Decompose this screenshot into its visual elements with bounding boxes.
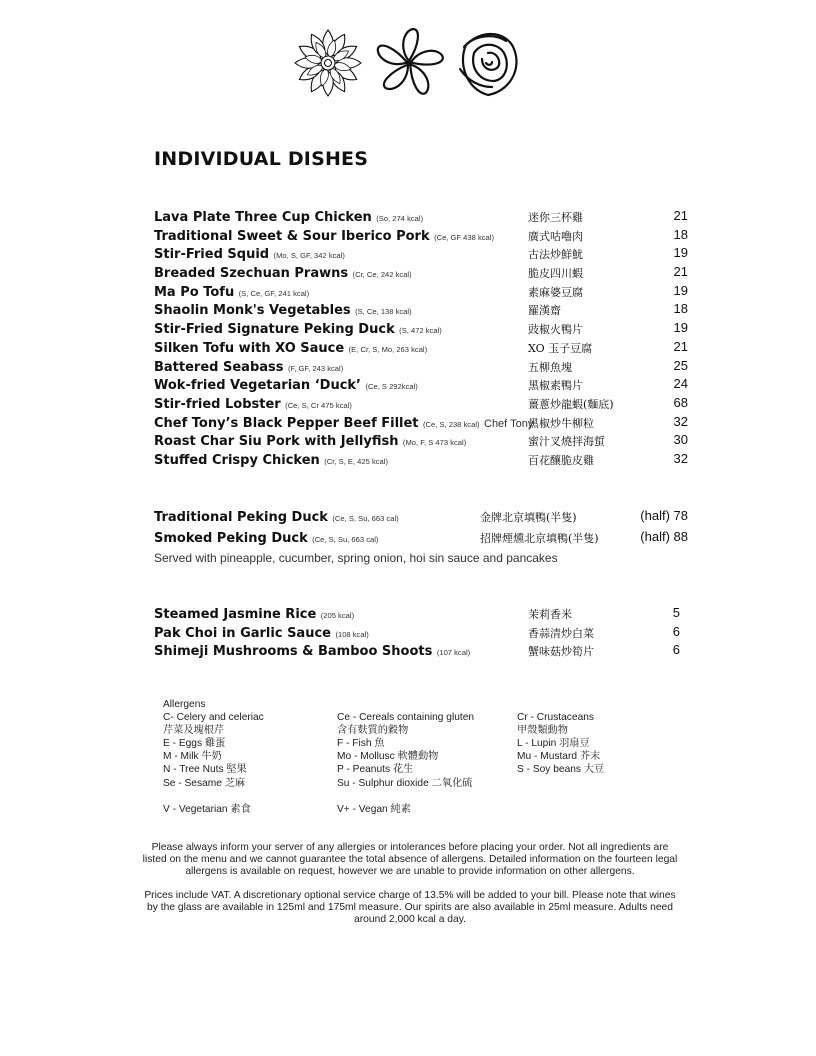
allergen-cell: C- Celery and celeriac [163, 712, 264, 724]
dish-row [154, 320, 694, 339]
allergen-cell [517, 777, 633, 790]
dish-chinese-name: 香蒜清炒白菜 [528, 626, 594, 640]
dish-price: 19 [673, 282, 688, 298]
dish-price: 25 [673, 357, 688, 373]
plumeria-icon [375, 29, 444, 96]
dish-row [154, 376, 694, 395]
dish-allergen-note: (Cr, S, E, 425 kcal) [324, 456, 388, 466]
side-row [154, 605, 694, 624]
allergen-cell [163, 790, 337, 803]
dish-row [154, 227, 694, 246]
dish-chinese-name: 蜜汁叉燒拌海蜇 [528, 435, 605, 449]
dish-price: 21 [673, 338, 688, 354]
dish-label [154, 227, 494, 244]
dish-name: Stir-Fried Squid [154, 247, 270, 263]
dish-allergen-note: (Ce, S, 238 kcal) [422, 419, 480, 429]
side-row [154, 624, 694, 643]
pricing-notice: Prices include VAT. A discretionary optional service charge of 13.5% will be added to your bill. Please note that wines by the glass are available in 125ml and 175ml measure. Our spirits are also available in 25ml measure. Adults need around 2,000 kcal a day. [144, 890, 676, 925]
dish-label [154, 395, 352, 412]
dish-row [154, 414, 694, 433]
allergen-cell: E - Eggs 雞蛋 [163, 738, 226, 750]
dish-row [154, 301, 694, 320]
dish-chinese-name: 迷你三杯雞 [528, 211, 583, 224]
dish-name: Breaded Szechuan Prawns [154, 266, 349, 282]
dish-row [154, 339, 694, 358]
dish-price: (half) 88 [640, 529, 688, 544]
flower-illustration [292, 26, 528, 100]
allergen-cell: Cr - Crustaceans [517, 712, 594, 724]
dish-price: 21 [673, 264, 688, 280]
allergen-cell: 甲殼類動物 [517, 725, 568, 737]
dish-row [154, 395, 694, 414]
main-dishes-list [154, 208, 694, 470]
allergen-cell [517, 790, 633, 803]
dish-row [154, 208, 694, 227]
dish-allergen-note: (S, Ce, 138 kcal) [355, 307, 412, 317]
dish-allergen-note: (205 kcal) [320, 611, 355, 620]
dish-label [154, 624, 369, 641]
allergen-cell: P - Peanuts 花生 [337, 764, 414, 776]
dish-chinese-name: 百花釀脆皮雞 [528, 453, 594, 467]
dish-allergen-note: (107 kcal) [436, 648, 471, 658]
dish-label [154, 245, 345, 262]
allergen-cell: M - Milk 牛奶 [163, 751, 222, 763]
dish-allergen-note: (Ce, S, Su, 663 cal) [312, 535, 379, 544]
peking-duck-list [154, 508, 694, 565]
allergens-title: Allergens [163, 699, 206, 710]
dish-label [154, 451, 388, 468]
dish-name: Lava Plate Three Cup Chicken [154, 210, 372, 225]
dish-chinese-name: 蟹味菇炒筍片 [528, 645, 594, 659]
dish-chinese-name: 招牌煙燻北京填鴨(半隻) [480, 532, 599, 545]
allergen-cell: V - Vegetarian 素食 [163, 803, 251, 815]
dish-name: Stuffed Crispy Chicken [154, 452, 320, 468]
dish-chinese-name: 廣式咕嚕肉 [528, 229, 583, 243]
dish-label [154, 508, 399, 525]
dish-name: Shaolin Monk's Vegetables [154, 303, 351, 319]
allergen-cell: F - Fish 魚 [337, 738, 385, 750]
dish-label [154, 358, 343, 375]
dish-price: 32 [673, 413, 688, 429]
dish-name: Chef Tony’s Black Pepper Beef Fillet [154, 415, 419, 431]
dish-price: 18 [673, 226, 688, 242]
page-title: INDIVIDUAL DISHES [154, 148, 369, 170]
dish-label [154, 320, 442, 337]
dish-label [154, 432, 466, 449]
duck-row [154, 508, 694, 529]
rose-icon [460, 34, 516, 95]
dish-price: (half) 78 [640, 508, 688, 523]
dish-label [154, 283, 309, 300]
dish-name: Battered Seabass [154, 359, 284, 375]
dish-price: 68 [673, 394, 688, 410]
allergen-cell [517, 803, 633, 816]
dish-chinese-name: 豉椒火鴨片 [528, 323, 583, 337]
allergen-cell: N - Tree Nuts 堅果 [163, 764, 247, 776]
dish-allergen-note: (Ce, S, Su, 663 cal) [332, 514, 399, 523]
chrysanthemum-icon [295, 30, 361, 96]
dish-label [154, 605, 354, 622]
dish-name: Ma Po Tofu [154, 284, 235, 300]
allergen-cell: Mu - Mustard 芥末 [517, 751, 601, 763]
allergens-legend [163, 698, 633, 816]
dish-allergen-note: (So, 274 kcal) [376, 214, 424, 223]
dish-name: Roast Char Siu Pork with Jellyfish [154, 434, 399, 450]
dish-price: 6 [672, 642, 680, 658]
dish-name: Traditional Peking Duck [154, 510, 328, 525]
dish-allergen-note: (Ce, GF 438 kcal) [434, 232, 494, 242]
dish-price: 5 [672, 605, 680, 620]
dish-price: 32 [673, 450, 688, 466]
allergen-cell [337, 790, 517, 803]
dish-chinese-name: 五柳魚塊 [528, 360, 572, 374]
dish-name: Stir-fried Lobster [154, 396, 281, 412]
dish-chinese-name: 素麻婆豆腐 [528, 285, 583, 299]
dish-row [154, 432, 694, 451]
dish-label [154, 264, 412, 281]
dish-label [154, 376, 418, 393]
dish-chinese-name: 金牌北京填鴨(半隻) [480, 511, 577, 524]
dish-chinese-name: 黑椒素鴨片 [528, 379, 583, 393]
dish-row [154, 451, 694, 470]
dish-allergen-note: (F, GF, 243 kcal) [287, 363, 344, 373]
dish-allergen-note: (Ce, S, Cr 475 kcal) [285, 400, 352, 410]
dish-name: Steamed Jasmine Rice [154, 607, 317, 622]
dish-allergen-note: (Mo, F, S 473 kcal) [402, 438, 467, 448]
dish-name: Stir-Fried Signature Peking Duck [154, 322, 395, 338]
dish-name: Pak Choi in Garlic Sauce [154, 625, 331, 641]
allergen-cell: Mo - Mollusc 軟體動物 [337, 751, 439, 763]
dish-chinese-name: 薑蔥炒龍蝦(麵底) [528, 397, 614, 411]
footer-notes [140, 842, 680, 926]
dish-price: 19 [673, 320, 688, 336]
dish-chinese-name: 古法炒鮮魷 [528, 248, 583, 262]
dish-price: 6 [672, 623, 680, 639]
dish-label [154, 642, 470, 659]
dish-allergen-note: (108 kcal) [335, 629, 369, 639]
side-row [154, 642, 694, 661]
dish-price: 21 [673, 208, 688, 223]
allergen-cell: Se - Sesame 芝麻 [163, 777, 246, 789]
dish-label [154, 529, 378, 546]
duck-description: Served with pineapple, cucumber, spring onion, hoi sin sauce and pancakes [154, 551, 558, 565]
dish-allergen-note: (Ce, S 292kcal) [365, 382, 418, 392]
side-dishes-list [154, 605, 694, 661]
dish-price: 18 [673, 301, 688, 317]
dish-name: Traditional Sweet & Sour Iberico Pork [154, 228, 430, 244]
dish-label [154, 301, 412, 318]
dish-label [154, 208, 423, 225]
dish-chinese-name: 脆皮四川蝦 [528, 267, 583, 281]
dish-allergen-note: (Cr, Ce, 242 kcal) [352, 270, 412, 280]
duck-row [154, 529, 694, 550]
allergen-cell: 芹菜及塊根芹 [163, 725, 225, 737]
dish-price: 24 [673, 376, 688, 392]
dish-name: Wok-fried Vegetarian ‘Duck’ [154, 378, 361, 394]
dish-chef-note: Chef Tony [484, 417, 534, 430]
dish-name: Shimeji Mushrooms & Bamboo Shoots [154, 644, 433, 660]
dish-name: Silken Tofu with XO Sauce [154, 340, 345, 356]
dish-price: 30 [673, 432, 688, 448]
dish-row [154, 283, 694, 302]
dish-chinese-name: XO 玉子豆腐 [528, 341, 593, 355]
dish-allergen-note: (E, Cr, S, Mo, 263 kcal) [348, 344, 428, 354]
allergens-grid [163, 711, 633, 816]
allergen-cell: Su - Sulphur dioxide 二氧化硫 [337, 777, 473, 789]
dish-chinese-name: 黑椒炒牛柳粒 [528, 416, 594, 430]
dish-label [154, 414, 533, 431]
dish-allergen-note: (S, Ce, GF, 241 kcal) [238, 288, 310, 298]
dish-row [154, 264, 694, 283]
allergen-cell: V+ - Vegan 純素 [337, 803, 411, 815]
allergy-notice: Please always inform your server of any allergies or intolerances before placing your order. Not all ingredients are listed on the menu and we cannot guarantee the total absence of allergens. Detailed information on the fourteen legal allergens is available on request, however we are unable to provide information on other allergens. [142, 842, 678, 877]
dish-row [154, 358, 694, 377]
allergen-cell: L - Lupin 羽扇豆 [517, 738, 590, 750]
dish-name: Smoked Peking Duck [154, 531, 308, 546]
dish-allergen-note: (Mo, S, GF, 342 kcal) [273, 251, 345, 261]
allergen-cell: S - Soy beans 大豆 [517, 764, 605, 776]
dish-row [154, 245, 694, 264]
dish-label [154, 339, 427, 356]
dish-chinese-name: 茉莉香米 [528, 608, 572, 621]
dish-chinese-name: 羅漢齋 [528, 304, 561, 318]
allergen-cell: 含有麩質的穀物 [337, 725, 409, 737]
dish-allergen-note: (S, 472 kcal) [399, 326, 442, 336]
allergen-cell: Ce - Cereals containing gluten [337, 712, 475, 724]
dish-price: 19 [673, 245, 688, 261]
